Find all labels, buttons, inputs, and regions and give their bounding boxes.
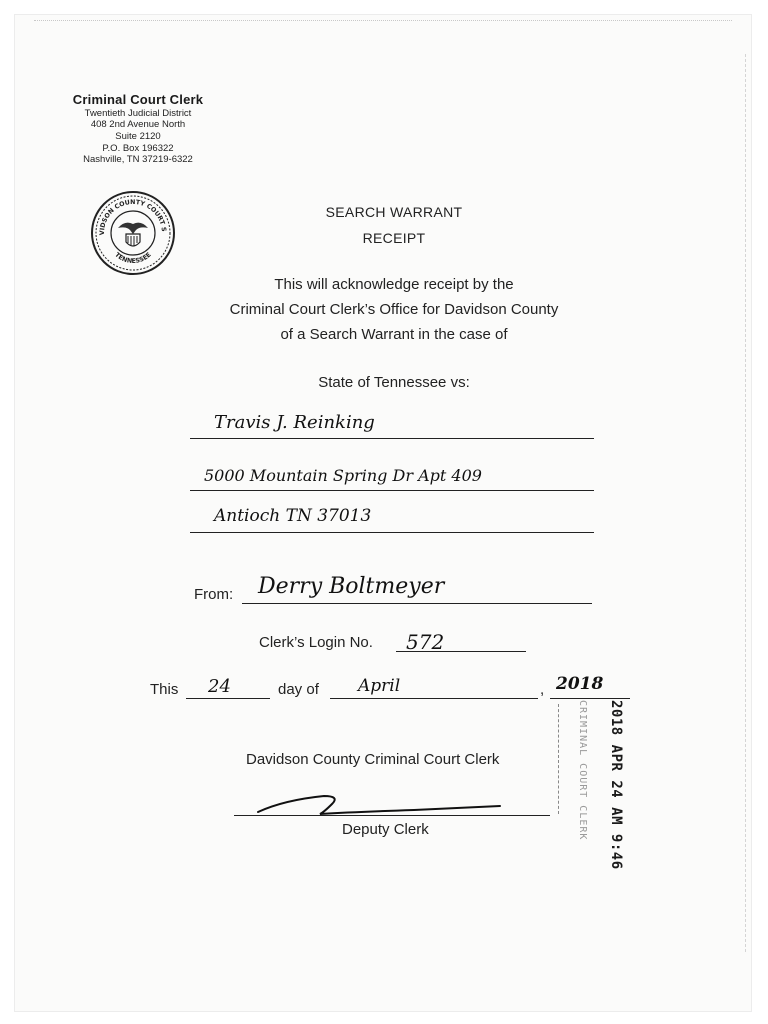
clerk-address-line: P.O. Box 196322: [102, 142, 174, 154]
seal-top-text: VIDSON COUNTY COURT S: [98, 198, 168, 236]
stamp-bar: [558, 704, 560, 814]
deputy-underline: [234, 814, 550, 816]
defendant-name-line: [190, 412, 594, 439]
defendant-name: Travis J. Reinking: [214, 412, 375, 433]
from-signature: Derry Boltmeyer: [258, 574, 445, 599]
clerk-address-line: Suite 2120: [115, 131, 161, 143]
document-subtitle: RECEIPT: [362, 230, 426, 246]
acknowledgement-line: of a Search Warrant in the case of: [280, 326, 508, 343]
document-page: [14, 14, 752, 1012]
document-title: SEARCH WARRANT: [325, 204, 463, 220]
day-value: 24: [208, 676, 231, 697]
defendant-address-line: [190, 464, 594, 491]
clerk-header: [58, 92, 218, 166]
stamp-date-time: 2018 APR 24 AM 9:46: [608, 700, 624, 870]
clerk-address-line: Nashville, TN 37219-6322: [83, 154, 193, 166]
deputy-signature: [254, 782, 504, 818]
defendant-city-line: [190, 506, 594, 533]
clerk-office-label: Davidson County Criminal Court Clerk: [246, 751, 500, 768]
login-number: 572: [406, 630, 445, 654]
scan-edge-top: [34, 20, 732, 27]
this-label: This: [150, 681, 179, 698]
year-underline: [550, 697, 630, 699]
from-label: From:: [194, 586, 234, 603]
login-label: Clerk’s Login No.: [259, 634, 373, 651]
from-underline: [242, 602, 592, 604]
clerk-address-line: Twentieth Judicial District: [84, 107, 192, 119]
day-underline: [186, 697, 270, 699]
day-of-label: day of: [278, 681, 319, 698]
month-underline: [330, 697, 538, 699]
month-value: April: [358, 676, 401, 696]
seal-bottom-text: TENNESSEE: [113, 251, 153, 266]
stamp-org: CRIMINAL COURT CLERK: [577, 700, 588, 841]
clerk-title: Criminal Court Clerk: [72, 92, 204, 107]
defendant-city: Antioch TN 37013: [214, 506, 372, 526]
defendant-address: 5000 Mountain Spring Dr Apt 409: [204, 466, 482, 485]
acknowledgement-line: This will acknowledge receipt by the: [274, 276, 514, 293]
scan-edge-right: [744, 54, 746, 952]
year-value: 2018: [556, 674, 604, 694]
case-caption: State of Tennessee vs:: [318, 374, 470, 391]
deputy-label: Deputy Clerk: [342, 821, 429, 838]
acknowledgement-line: Criminal Court Clerk’s Office for Davidson County: [229, 301, 559, 318]
clerk-address-line: 408 2nd Avenue North: [90, 119, 186, 131]
received-stamp: [554, 700, 624, 870]
year-separator: ,: [540, 681, 545, 698]
svg-text:TENNESSEE: [113, 251, 152, 265]
